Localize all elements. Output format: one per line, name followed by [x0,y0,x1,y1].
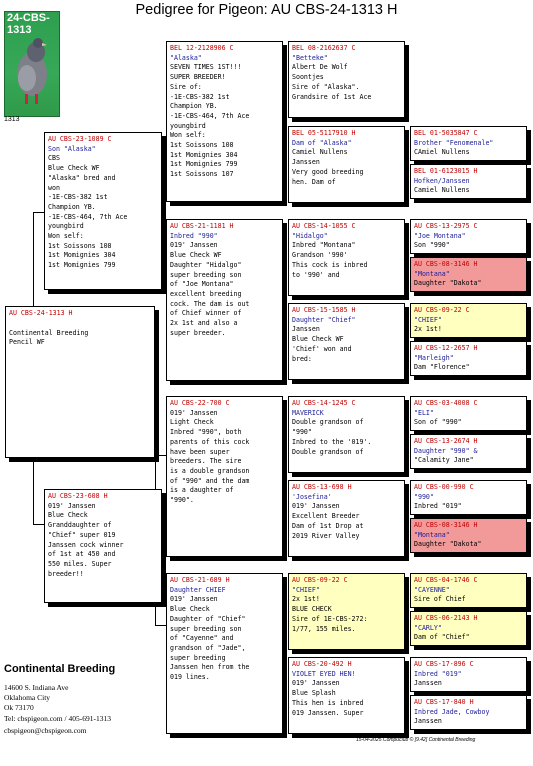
subject-card[interactable] [5,306,155,458]
great-grandparent-card[interactable] [288,219,405,296]
ring-number: BEL 12-2128906 C [170,44,234,52]
pigeon-name: Daughter CHIEF [170,585,226,594]
card-text: Janssen Blue Check WF 'Chief' won and bred: [292,325,352,363]
ancestor-card[interactable] [410,518,527,553]
pigeon-photo [4,11,60,117]
sire-card[interactable] [44,132,162,290]
ring-number: AU CBS-15-1585 H [292,306,356,314]
pigeon-name: Inbred "990" [170,231,218,240]
ancestor-card[interactable] [410,126,527,161]
ancestor-card[interactable] [410,657,527,692]
pigeon-name: Daughter "Chief" [292,315,356,324]
card-text: SEVEN TIMES 1ST!!! SUPER BREEDER! Sire of: -1E-CBS-382 1st Champion YB. -1E-CBS-464, 7th Ace youngbird Won self: 1st Soissons 108 1st Momignies 304 1st Momignies 799 1st Soissons 107 [170,63,250,179]
company-name: Continental Breeding [4,663,116,675]
address-line: 14600 S. Indiana Ave [4,683,69,692]
pigeon-name: "CARLY" [414,623,442,632]
card-text: 019' Janssen Light Check Inbred "990", both parents of this cock have been super breeders. The sire is a double grandson of "990" and the dam is a daughter of "990". [170,408,250,505]
ring-number: AU CBS-21-1181 H [170,222,234,230]
card-text: Janssen [414,679,442,688]
card-text: 019' Janssen Blue Check WF Daughter "Hidalgo" super breeding son of "Joe Montana" excellent breeding cock. The dam is out of Chief winner of 2x 1st and also a super breeder. [170,241,250,337]
ring-number: AU CBS-12-2657 H [414,344,478,352]
card-text: Albert De Wolf Soontjes Sire of "Alaska". Grandsire of 1st Ace [292,63,372,101]
great-grandparent-card[interactable] [288,573,405,650]
card-text: Son of "990" [414,418,462,427]
pigeon-name: MAVERICK [292,408,324,417]
ring-number: AU CBS-09-22 C [292,576,348,584]
pigeon-name: Dam of "Alaska" [292,138,352,147]
card-text: Dam "Florence" [414,363,470,372]
ring-number: AU CBS-09-22 C [414,306,470,314]
pigeon-name: "990" [414,492,434,501]
card-text: Camiel Nullens [414,186,470,195]
pigeon-name: "Montana" [414,269,450,278]
pigeon-name: "Alaska" [170,53,202,62]
ancestor-card[interactable] [410,695,527,730]
card-text: CBS Blue Check WF "Alaska" bred and won -1E-CBS-382 1st Champion YB. -1E-CBS-464, 7th Ace youngbird Won self: 1st Soissons 108 1st Momignies 304 1st Momignies 799 [48,154,128,270]
ring-number: AU CBS-08-3146 H [414,260,478,268]
card-text: Daughter "Dakota" [414,279,482,288]
email-line[interactable]: cbspigeon@cbspigeon.com [4,726,87,735]
granddam-card[interactable] [166,219,283,381]
card-text: Continental Breeding Pencil WF [9,328,89,347]
pigeon-name: "ELI" [414,408,434,417]
card-text: 019' Janssen Blue Splash This hen is inbred 019 Janssen. Super [292,679,364,717]
ring-number: AU CBS-24-1313 H [9,309,73,317]
ancestor-card[interactable] [410,303,527,338]
card-text: 019' Janssen Blue Check Daughter of "Chief" super breeding son of "Cayenne" and grandson of "Jade", super breeding Janssen hen from the 019 lines. [170,595,250,682]
pigeon-name: Inbred Jade, Cowboy [414,707,490,716]
card-text: 019' Janssen Excellent Breeder Dam of 1st Drop at 2019 River Valley [292,502,364,540]
pigeon-name: "Montana" [414,530,450,539]
ancestor-card[interactable] [410,434,527,469]
grandsire-card[interactable] [166,41,283,202]
great-grandparent-card[interactable] [288,41,405,118]
pigeon-name: 'Josefina' [292,492,332,501]
pigeon-name: Inbred "019" [414,669,462,678]
ring-number: AU CBS-20-492 H [292,660,352,668]
ring-number: AU CBS-04-1746 C [414,576,478,584]
dam-card[interactable] [44,489,162,603]
great-grandparent-card[interactable] [288,303,405,380]
ring-number: BEL 08-2162637 C [292,44,356,52]
pigeon-name: "CHIEF" [292,585,320,594]
pigeon-name: Brother "Fenomenale" [414,138,494,147]
print-line: 15-04-2025 Compuclub © [9.42] Continental Breeding [356,737,476,743]
card-text: Sire of Chief [414,595,466,604]
ring-number: BEL 05-5117910 H [292,129,356,137]
ring-number: AU CBS-17-840 H [414,698,474,706]
pigeon-name: Hofken/Janssen [414,176,470,185]
card-text: Janssen [414,717,442,726]
card-text: 2x 1st! BLUE CHECK Sire of 1E-CBS-272: 1/77, 155 miles. [292,595,368,633]
pigeon-name: "Marleigh" [414,353,454,362]
ring-number: AU CBS-13-2674 H [414,437,478,445]
ring-number: AU CBS-13-698 H [292,483,352,491]
pigeon-name: "CAYENNE" [414,585,450,594]
card-text: CAmiel Nullens [414,148,470,157]
pigeon-name: "CHIEF" [414,315,442,324]
card-text: 019' Janssen Blue Check Granddaughter of "Chief" super 019 Janssen cock winner of 1st at 450 and 550 miles. Super breeder!! [48,501,124,578]
pigeon-name: Son "Alaska" [48,144,96,153]
card-text: Dam of "Chief" [414,633,470,642]
ancestor-card[interactable] [410,257,527,292]
phone-line[interactable]: Tel: cbspigeon.com / 405-691-1313 [4,714,111,723]
card-text: Inbred "Montana" Grandson '990' This cock is inbred to '990' and [292,241,368,279]
ring-number: AU CBS-08-3146 H [414,521,478,529]
ancestor-card[interactable] [410,341,527,376]
ring-number: AU CBS-14-1055 C [292,222,356,230]
ring-number: AU CBS-23-1089 C [48,135,112,143]
pigeon-name: VIOLET EYED HEN! [292,669,356,678]
card-text: Inbred "019" [414,502,462,511]
ring-number: AU CBS-00-990 C [414,483,474,491]
ancestor-card[interactable] [410,164,527,199]
ancestor-card[interactable] [410,611,527,646]
ring-number: AU CBS-03-4008 C [414,399,478,407]
ring-number: AU CBS-14-1245 C [292,399,356,407]
ring-number: AU CBS-21-689 H [170,576,230,584]
ring-number: AU CBS-17-896 C [414,660,474,668]
ancestor-card[interactable] [410,573,527,608]
ancestor-card[interactable] [410,396,527,431]
great-grandparent-card[interactable] [288,396,405,473]
pigeon-name: "Joe Montana" [414,231,466,240]
great-grandparent-card[interactable] [288,657,405,734]
pigeon-name: "Hidalgo" [292,231,328,240]
card-text: Daughter "Dakota" [414,540,482,549]
granddam-card[interactable] [166,573,283,734]
ring-number: BEL 01-6123015 H [414,167,478,175]
photo-label: 24-CBS-1313 [7,12,50,36]
pigeon-name: Daughter "990" & [414,446,478,455]
great-grandparent-card[interactable] [288,126,405,203]
state-line: Ok 73170 [4,703,34,712]
card-text: Camiel Nullens Janssen Very good breeding hen. Dam of [292,148,364,186]
card-text: Double grandson of "990" Inbred to the '019'. Double grandson of [292,418,372,456]
page-title: Pedigree for Pigeon: AU CBS-24-1313 H [135,2,398,18]
ring-number: AU CBS-22-700 C [170,399,230,407]
pigeon-icon [5,12,59,116]
ancestor-card[interactable] [410,219,527,254]
ring-number: AU CBS-06-2143 H [414,614,478,622]
city-line: Oklahoma City [4,693,51,702]
pigeon-name: "Betteke" [292,53,328,62]
card-text: 2x 1st! [414,325,442,334]
ring-number: BEL 01-5035847 C [414,129,478,137]
ring-number: AU CBS-13-2975 C [414,222,478,230]
card-text: "Calamity Jane" [414,456,474,465]
great-grandparent-card[interactable] [288,480,405,557]
ancestor-card[interactable] [410,480,527,515]
photo-caption: 1313 [4,116,20,123]
ring-number: AU CBS-23-608 H [48,492,108,500]
grandsire-card[interactable] [166,396,283,557]
card-text: Son "990" [414,241,450,250]
